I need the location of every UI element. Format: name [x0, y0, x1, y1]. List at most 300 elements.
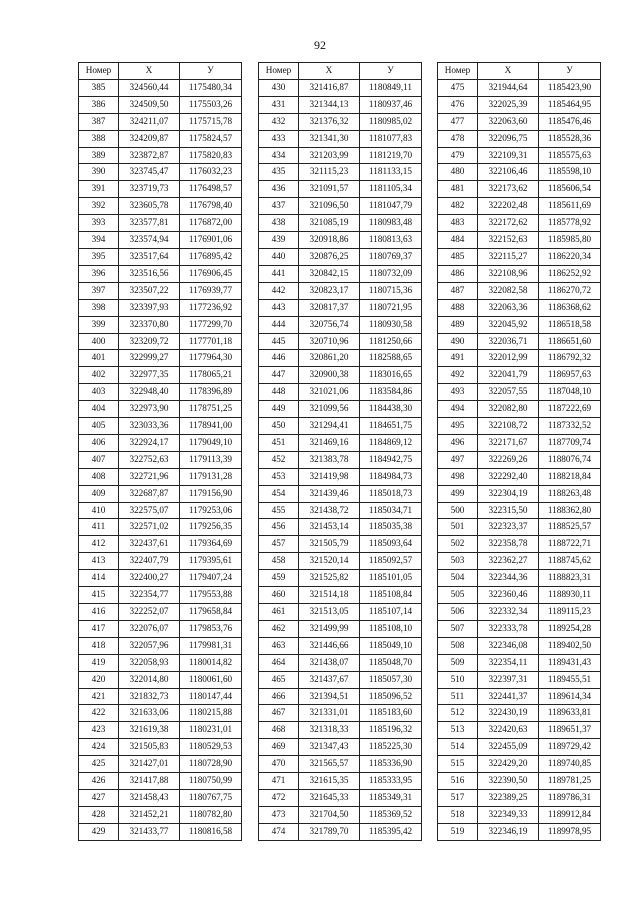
x-coordinate-cell: 321318,33: [299, 722, 360, 739]
table-row: [259, 147, 422, 164]
y-coordinate-cell: 1185476,46: [539, 113, 601, 130]
table-row: [79, 418, 242, 435]
table-row: [79, 265, 242, 282]
table-row: [259, 671, 422, 688]
x-coordinate-cell: 323719,73: [119, 181, 180, 198]
x-coordinate-cell: 321203,99: [299, 147, 360, 164]
table-row: [79, 147, 242, 164]
point-number-cell: 412: [79, 536, 119, 553]
y-coordinate-cell: 1176901,06: [180, 232, 242, 249]
y-coordinate-cell: 1185093,64: [360, 536, 422, 553]
table-row: [438, 756, 601, 773]
point-number-cell: 474: [259, 823, 299, 840]
y-coordinate-cell: 1185048,70: [360, 654, 422, 671]
point-number-cell: 468: [259, 722, 299, 739]
table-row: [79, 553, 242, 570]
table-row: [259, 485, 422, 502]
table-row: [438, 485, 601, 502]
point-number-cell: 461: [259, 604, 299, 621]
x-coordinate-cell: 322333,78: [478, 620, 539, 637]
column-header-x: X: [119, 63, 180, 80]
x-coordinate-cell: 322429,20: [478, 756, 539, 773]
table-row: [259, 164, 422, 181]
table-row: [259, 434, 422, 451]
point-number-cell: 446: [259, 350, 299, 367]
point-number-cell: 424: [79, 739, 119, 756]
y-coordinate-cell: 1184869,12: [360, 434, 422, 451]
table-row: [79, 79, 242, 96]
point-number-cell: 395: [79, 248, 119, 265]
y-coordinate-cell: 1181219,70: [360, 147, 422, 164]
table-row: [79, 113, 242, 130]
table-row: [259, 823, 422, 840]
table-row: [259, 806, 422, 823]
y-coordinate-cell: 1189786,31: [539, 789, 601, 806]
x-coordinate-cell: 323516,56: [119, 265, 180, 282]
table-row: [259, 536, 422, 553]
point-number-cell: 511: [438, 688, 478, 705]
table-row: [438, 688, 601, 705]
table-row: [438, 553, 601, 570]
x-coordinate-cell: 322687,87: [119, 485, 180, 502]
x-coordinate-cell: 322441,37: [478, 688, 539, 705]
x-coordinate-cell: 323605,78: [119, 198, 180, 215]
x-coordinate-cell: 322172,62: [478, 215, 539, 232]
point-number-cell: 453: [259, 468, 299, 485]
y-coordinate-cell: 1189402,50: [539, 637, 601, 654]
point-number-cell: 433: [259, 130, 299, 147]
table-row: [438, 130, 601, 147]
point-number-cell: 476: [438, 96, 478, 113]
point-number-cell: 439: [259, 232, 299, 249]
x-coordinate-cell: 322437,61: [119, 536, 180, 553]
point-number-cell: 484: [438, 232, 478, 249]
point-number-cell: 409: [79, 485, 119, 502]
x-coordinate-cell: 322977,35: [119, 367, 180, 384]
table-row: [79, 519, 242, 536]
x-coordinate-cell: 322344,36: [478, 570, 539, 587]
y-coordinate-cell: 1177299,70: [180, 316, 242, 333]
y-coordinate-cell: 1179049,10: [180, 434, 242, 451]
x-coordinate-cell: 321505,83: [119, 739, 180, 756]
table-row: [438, 147, 601, 164]
y-coordinate-cell: 1179395,61: [180, 553, 242, 570]
table-row: [259, 756, 422, 773]
x-coordinate-cell: 321438,07: [299, 654, 360, 671]
x-coordinate-cell: 321417,88: [119, 773, 180, 790]
x-coordinate-cell: 321099,56: [299, 401, 360, 418]
y-coordinate-cell: 1189729,42: [539, 739, 601, 756]
y-coordinate-cell: 1179981,31: [180, 637, 242, 654]
table-row: [79, 773, 242, 790]
x-coordinate-cell: 322252,07: [119, 604, 180, 621]
point-number-cell: 420: [79, 671, 119, 688]
table-row: [79, 130, 242, 147]
y-coordinate-cell: 1185108,84: [360, 587, 422, 604]
table-row: [79, 451, 242, 468]
point-number-cell: 486: [438, 265, 478, 282]
table-row: [438, 434, 601, 451]
point-number-cell: 451: [259, 434, 299, 451]
y-coordinate-cell: 1181047,79: [360, 198, 422, 215]
x-coordinate-cell: 321433,77: [119, 823, 180, 840]
x-coordinate-cell: 321376,32: [299, 113, 360, 130]
y-coordinate-cell: 1184942,75: [360, 451, 422, 468]
point-number-cell: 413: [79, 553, 119, 570]
point-number-cell: 464: [259, 654, 299, 671]
point-number-cell: 516: [438, 773, 478, 790]
x-coordinate-cell: 322096,75: [478, 130, 539, 147]
y-coordinate-cell: 1179364,69: [180, 536, 242, 553]
x-coordinate-cell: 321514,18: [299, 587, 360, 604]
y-coordinate-cell: 1184438,30: [360, 401, 422, 418]
point-number-cell: 430: [259, 79, 299, 96]
y-coordinate-cell: 1180983,48: [360, 215, 422, 232]
y-coordinate-cell: 1180014,82: [180, 654, 242, 671]
point-number-cell: 470: [259, 756, 299, 773]
x-coordinate-cell: 322108,72: [478, 418, 539, 435]
y-coordinate-cell: 1185423,90: [539, 79, 601, 96]
point-number-cell: 512: [438, 705, 478, 722]
x-coordinate-cell: 322025,39: [478, 96, 539, 113]
x-coordinate-cell: 322571,02: [119, 519, 180, 536]
point-number-cell: 399: [79, 316, 119, 333]
point-number-cell: 394: [79, 232, 119, 249]
x-coordinate-cell: 321453,14: [299, 519, 360, 536]
x-coordinate-cell: 321344,13: [299, 96, 360, 113]
point-number-cell: 455: [259, 502, 299, 519]
table-row: [259, 519, 422, 536]
y-coordinate-cell: 1179131,28: [180, 468, 242, 485]
y-coordinate-cell: 1180930,58: [360, 316, 422, 333]
coordinates-table-3: [437, 62, 601, 841]
point-number-cell: 401: [79, 350, 119, 367]
table-row: [438, 333, 601, 350]
table-row: [259, 265, 422, 282]
y-coordinate-cell: 1189614,34: [539, 688, 601, 705]
table-row: [79, 384, 242, 401]
y-coordinate-cell: 1186270,72: [539, 282, 601, 299]
table-row: [438, 299, 601, 316]
table-row: [259, 468, 422, 485]
y-coordinate-cell: 1189455,51: [539, 671, 601, 688]
x-coordinate-cell: 324509,50: [119, 96, 180, 113]
y-coordinate-cell: 1180721,95: [360, 299, 422, 316]
y-coordinate-cell: 1180750,99: [180, 773, 242, 790]
point-number-cell: 398: [79, 299, 119, 316]
y-coordinate-cell: 1181077,83: [360, 130, 422, 147]
table-row: [259, 553, 422, 570]
point-number-cell: 454: [259, 485, 299, 502]
point-number-cell: 508: [438, 637, 478, 654]
x-coordinate-cell: 322041,79: [478, 367, 539, 384]
point-number-cell: 410: [79, 502, 119, 519]
x-coordinate-cell: 322171,67: [478, 434, 539, 451]
table-row: [259, 654, 422, 671]
table-row: [438, 367, 601, 384]
x-coordinate-cell: 321513,05: [299, 604, 360, 621]
table-row: [259, 604, 422, 621]
x-coordinate-cell: 323745,47: [119, 164, 180, 181]
table-row: [438, 705, 601, 722]
column-header-y: У: [360, 63, 422, 80]
y-coordinate-cell: 1177964,30: [180, 350, 242, 367]
x-coordinate-cell: 321294,41: [299, 418, 360, 435]
y-coordinate-cell: 1183584,86: [360, 384, 422, 401]
x-coordinate-cell: 322455,09: [478, 739, 539, 756]
table-row: [79, 248, 242, 265]
table-row: [79, 96, 242, 113]
x-coordinate-cell: 321505,79: [299, 536, 360, 553]
table-row: [79, 181, 242, 198]
y-coordinate-cell: 1185035,38: [360, 519, 422, 536]
point-number-cell: 429: [79, 823, 119, 840]
table-row: [259, 688, 422, 705]
table-row: [79, 671, 242, 688]
table-row: [259, 198, 422, 215]
y-coordinate-cell: 1185575,63: [539, 147, 601, 164]
table-row: [438, 316, 601, 333]
point-number-cell: 419: [79, 654, 119, 671]
x-coordinate-cell: 321499,99: [299, 620, 360, 637]
y-coordinate-cell: 1187222,69: [539, 401, 601, 418]
x-coordinate-cell: 322058,93: [119, 654, 180, 671]
x-coordinate-cell: 321439,46: [299, 485, 360, 502]
x-coordinate-cell: 322304,19: [478, 485, 539, 502]
table-row: [438, 232, 601, 249]
table-row: [438, 637, 601, 654]
table-row: [259, 299, 422, 316]
y-coordinate-cell: 1185985,80: [539, 232, 601, 249]
point-number-cell: 450: [259, 418, 299, 435]
point-number-cell: 487: [438, 282, 478, 299]
y-coordinate-cell: 1175820,83: [180, 147, 242, 164]
table-row: [438, 418, 601, 435]
x-coordinate-cell: 322999,27: [119, 350, 180, 367]
table-row: [438, 806, 601, 823]
point-number-cell: 479: [438, 147, 478, 164]
table-row: [259, 367, 422, 384]
y-coordinate-cell: 1185107,14: [360, 604, 422, 621]
x-coordinate-cell: 322346,08: [478, 637, 539, 654]
y-coordinate-cell: 1179658,84: [180, 604, 242, 621]
y-coordinate-cell: 1178065,21: [180, 367, 242, 384]
y-coordinate-cell: 1179113,39: [180, 451, 242, 468]
x-coordinate-cell: 321115,23: [299, 164, 360, 181]
column-header-number: Номер: [79, 63, 119, 80]
x-coordinate-cell: 322014,80: [119, 671, 180, 688]
x-coordinate-cell: 322315,50: [478, 502, 539, 519]
y-coordinate-cell: 1185464,95: [539, 96, 601, 113]
y-coordinate-cell: 1188218,84: [539, 468, 601, 485]
x-coordinate-cell: 321438,72: [299, 502, 360, 519]
table-row: [438, 113, 601, 130]
point-number-cell: 452: [259, 451, 299, 468]
y-coordinate-cell: 1180849,11: [360, 79, 422, 96]
point-number-cell: 513: [438, 722, 478, 739]
x-coordinate-cell: 322389,25: [478, 789, 539, 806]
x-coordinate-cell: 322360,46: [478, 587, 539, 604]
table-row: [79, 705, 242, 722]
y-coordinate-cell: 1189115,23: [539, 604, 601, 621]
point-number-cell: 434: [259, 147, 299, 164]
y-coordinate-cell: 1186368,62: [539, 299, 601, 316]
point-number-cell: 432: [259, 113, 299, 130]
point-number-cell: 503: [438, 553, 478, 570]
x-coordinate-cell: 322407,79: [119, 553, 180, 570]
x-coordinate-cell: 321416,87: [299, 79, 360, 96]
x-coordinate-cell: 322924,17: [119, 434, 180, 451]
table-row: [79, 637, 242, 654]
x-coordinate-cell: 322332,34: [478, 604, 539, 621]
y-coordinate-cell: 1188722,71: [539, 536, 601, 553]
point-number-cell: 403: [79, 384, 119, 401]
point-number-cell: 469: [259, 739, 299, 756]
x-coordinate-cell: 322390,50: [478, 773, 539, 790]
x-coordinate-cell: 320817,37: [299, 299, 360, 316]
table-row: [259, 502, 422, 519]
y-coordinate-cell: 1180769,37: [360, 248, 422, 265]
y-coordinate-cell: 1185018,73: [360, 485, 422, 502]
table-header-row: [79, 63, 242, 80]
point-number-cell: 440: [259, 248, 299, 265]
table-row: [438, 350, 601, 367]
point-number-cell: 509: [438, 654, 478, 671]
table-row: [79, 299, 242, 316]
table-row: [438, 654, 601, 671]
x-coordinate-cell: 322354,11: [478, 654, 539, 671]
x-coordinate-cell: 322721,96: [119, 468, 180, 485]
table-row: [438, 823, 601, 840]
point-number-cell: 492: [438, 367, 478, 384]
table-row: [438, 536, 601, 553]
y-coordinate-cell: 1185528,36: [539, 130, 601, 147]
table-row: [79, 756, 242, 773]
y-coordinate-cell: 1178941,00: [180, 418, 242, 435]
x-coordinate-cell: 322420,63: [478, 722, 539, 739]
x-coordinate-cell: 323507,22: [119, 282, 180, 299]
x-coordinate-cell: 321525,82: [299, 570, 360, 587]
y-coordinate-cell: 1180816,58: [180, 823, 242, 840]
table-row: [79, 333, 242, 350]
y-coordinate-cell: 1179553,88: [180, 587, 242, 604]
table-row: [259, 620, 422, 637]
table-header-row: [438, 63, 601, 80]
point-number-cell: 431: [259, 96, 299, 113]
y-coordinate-cell: 1175503,26: [180, 96, 242, 113]
y-coordinate-cell: 1178751,25: [180, 401, 242, 418]
table-row: [79, 215, 242, 232]
y-coordinate-cell: 1177236,92: [180, 299, 242, 316]
x-coordinate-cell: 322115,27: [478, 248, 539, 265]
point-number-cell: 428: [79, 806, 119, 823]
table-row: [438, 722, 601, 739]
table-row: [438, 620, 601, 637]
x-coordinate-cell: 321832,73: [119, 688, 180, 705]
point-number-cell: 493: [438, 384, 478, 401]
table-row: [438, 789, 601, 806]
y-coordinate-cell: 1189633,81: [539, 705, 601, 722]
y-coordinate-cell: 1189740,85: [539, 756, 601, 773]
x-coordinate-cell: 323033,36: [119, 418, 180, 435]
x-coordinate-cell: 320710,96: [299, 333, 360, 350]
y-coordinate-cell: 1175824,57: [180, 130, 242, 147]
x-coordinate-cell: 321633,06: [119, 705, 180, 722]
x-coordinate-cell: 322362,27: [478, 553, 539, 570]
table-row: [79, 282, 242, 299]
x-coordinate-cell: 322082,80: [478, 401, 539, 418]
table-row: [79, 350, 242, 367]
table-row: [438, 164, 601, 181]
table-row: [259, 333, 422, 350]
table-row: [79, 806, 242, 823]
point-number-cell: 519: [438, 823, 478, 840]
table-row: [259, 587, 422, 604]
table-row: [438, 502, 601, 519]
column-header-x: X: [478, 63, 539, 80]
table-row: [259, 181, 422, 198]
x-coordinate-cell: 320876,25: [299, 248, 360, 265]
x-coordinate-cell: 321085,19: [299, 215, 360, 232]
y-coordinate-cell: 1180529,53: [180, 739, 242, 756]
y-coordinate-cell: 1185598,10: [539, 164, 601, 181]
table-row: [438, 604, 601, 621]
y-coordinate-cell: 1176895,42: [180, 248, 242, 265]
x-coordinate-cell: 321437,67: [299, 671, 360, 688]
point-number-cell: 480: [438, 164, 478, 181]
x-coordinate-cell: 321520,14: [299, 553, 360, 570]
x-coordinate-cell: 322045,92: [478, 316, 539, 333]
x-coordinate-cell: 322973,90: [119, 401, 180, 418]
y-coordinate-cell: 1180782,80: [180, 806, 242, 823]
y-coordinate-cell: 1185092,57: [360, 553, 422, 570]
point-number-cell: 514: [438, 739, 478, 756]
point-number-cell: 400: [79, 333, 119, 350]
y-coordinate-cell: 1188362,80: [539, 502, 601, 519]
y-coordinate-cell: 1187048,10: [539, 384, 601, 401]
point-number-cell: 490: [438, 333, 478, 350]
x-coordinate-cell: 322269,26: [478, 451, 539, 468]
point-number-cell: 488: [438, 299, 478, 316]
x-coordinate-cell: 321021,06: [299, 384, 360, 401]
table-row: [438, 198, 601, 215]
x-coordinate-cell: 321619,38: [119, 722, 180, 739]
table-row: [259, 705, 422, 722]
x-coordinate-cell: 321419,98: [299, 468, 360, 485]
table-row: [79, 823, 242, 840]
y-coordinate-cell: 1185225,30: [360, 739, 422, 756]
point-number-cell: 442: [259, 282, 299, 299]
y-coordinate-cell: 1180732,09: [360, 265, 422, 282]
table-header-row: [259, 63, 422, 80]
y-coordinate-cell: 1188823,31: [539, 570, 601, 587]
point-number-cell: 459: [259, 570, 299, 587]
point-number-cell: 462: [259, 620, 299, 637]
table-row: [259, 451, 422, 468]
point-number-cell: 445: [259, 333, 299, 350]
y-coordinate-cell: 1183016,65: [360, 367, 422, 384]
y-coordinate-cell: 1180215,88: [180, 705, 242, 722]
table-row: [79, 367, 242, 384]
table-row: [79, 789, 242, 806]
x-coordinate-cell: 321615,35: [299, 773, 360, 790]
table-row: [438, 401, 601, 418]
point-number-cell: 393: [79, 215, 119, 232]
x-coordinate-cell: 321331,01: [299, 705, 360, 722]
point-number-cell: 406: [79, 434, 119, 451]
y-coordinate-cell: 1181133,15: [360, 164, 422, 181]
point-number-cell: 456: [259, 519, 299, 536]
